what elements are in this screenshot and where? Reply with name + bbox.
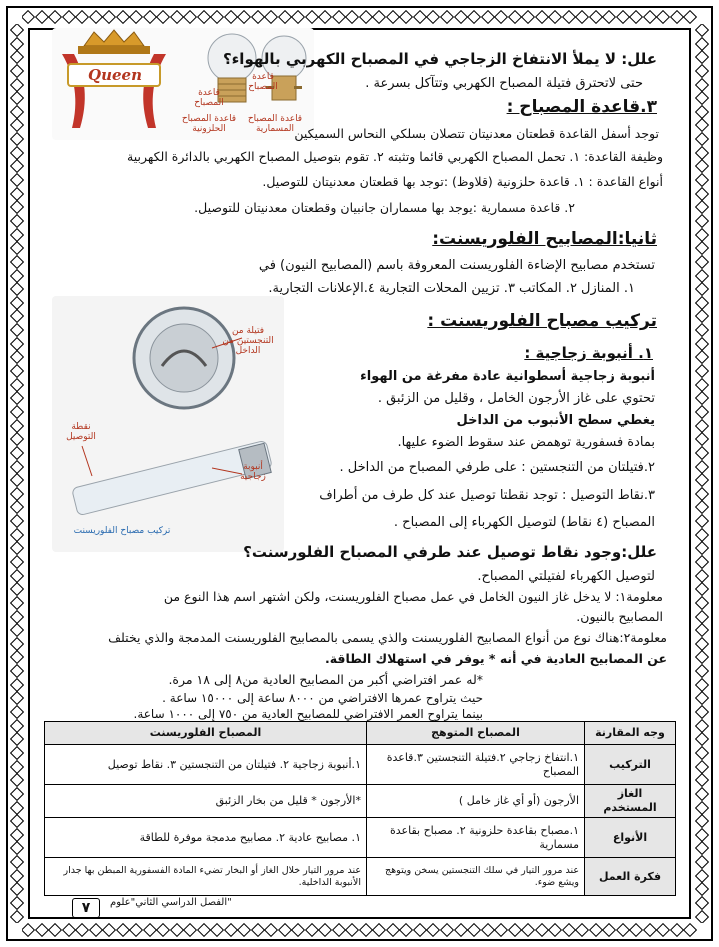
info-1-a: معلومة١: لا يدخل غاز النيون الخامل في عمل مصباح الفلوريسنت، ولكن اشتهر اسم هذا النوع من — [163, 589, 663, 604]
chain-link-icon — [10, 64, 24, 78]
chain-link-icon — [695, 24, 709, 37]
chain-link-icon — [521, 10, 535, 24]
chain-link-icon — [10, 814, 24, 828]
chain-link-icon — [670, 923, 684, 937]
chain-link-icon — [695, 855, 709, 869]
chain-link-icon — [251, 923, 265, 937]
chain-link-icon — [695, 214, 709, 228]
chain-link-icon — [10, 514, 24, 528]
chain-link-icon — [210, 10, 224, 24]
chain-link-icon — [10, 91, 24, 105]
chain-link-icon — [305, 923, 319, 937]
chain-link-icon — [656, 923, 670, 937]
table-row — [45, 785, 676, 818]
chain-link-icon — [48, 10, 62, 24]
chain-link-icon — [10, 459, 24, 473]
row-key: الأنواع — [585, 818, 676, 858]
label-glass-tube: أنبوبة زجاجية — [240, 462, 266, 482]
chain-link-icon — [695, 118, 709, 132]
chain-link-icon — [10, 582, 24, 596]
base-types-1: أنواع القاعدة : ١. قاعدة حلزونية (قلاوظ) :توجد بها قطعتان معدنيتان للتوصيل. — [262, 174, 663, 189]
chain-link-icon — [210, 923, 224, 937]
chain-link-icon — [695, 391, 709, 405]
chain-link-icon — [10, 528, 24, 542]
chain-link-icon — [10, 378, 24, 392]
chain-link-icon — [695, 146, 709, 160]
chain-link-icon — [10, 105, 24, 119]
chain-link-icon — [480, 923, 494, 937]
chain-link-icon — [224, 10, 238, 24]
base-function: وظيفة القاعدة: ١. تحمل المصباح الكهربي قائما وتثبته ٢. تقوم بتوصيل المصباح الكهربي بالدائرة الكهربية — [127, 149, 663, 164]
chain-link-icon — [467, 10, 481, 24]
chain-link-icon — [413, 10, 427, 24]
chain-link-icon — [695, 282, 709, 296]
chain-link-icon — [695, 364, 709, 378]
chain-link-icon — [22, 923, 35, 937]
chain-link-icon — [507, 923, 521, 937]
chain-link-icon — [521, 923, 535, 937]
cell-fluorescent: ١.أنبوبة زجاجية ٢. فتيلتان من التنجستين ٣. نقاط توصيل — [45, 745, 367, 785]
chain-link-icon — [10, 623, 24, 637]
chain-link-icon — [695, 541, 709, 555]
chain-link-icon — [695, 910, 709, 923]
chain-link-icon — [237, 923, 251, 937]
label-base-a-top: قاعدة المصباح — [194, 88, 224, 108]
chain-link-icon — [602, 923, 616, 937]
chain-link-icon — [75, 10, 89, 24]
chain-link-icon — [10, 364, 24, 378]
info-2-a: معلومة٢:هناك نوع من أنواع المصابيح الفلوريسنت والذي يسمى بالمصابيح الفلوريسنت المدمجة والذي يختلف — [108, 630, 667, 645]
section-2-heading: ثانيا:المصابيح الفلوريسنت: — [432, 229, 657, 249]
chain-link-icon — [695, 596, 709, 610]
chain-link-icon — [10, 555, 24, 569]
chain-link-icon — [278, 923, 292, 937]
answer-1: حتى لاتحترق فتيلة المصباح الكهربي وتتآكل بسرعة . — [365, 76, 643, 91]
chain-link-icon — [480, 10, 494, 24]
section-2-usage: تستخدم مصابيح الإضاءة الفلوريسنت المعروفة باسم (المصابيح النيون) في — [258, 258, 655, 273]
chain-link-icon — [10, 37, 24, 51]
chain-link-icon — [251, 10, 265, 24]
chain-link-icon — [10, 678, 24, 692]
chain-link-icon — [535, 10, 549, 24]
chain-link-icon — [10, 228, 24, 242]
chain-link-icon — [467, 923, 481, 937]
chain-link-icon — [695, 678, 709, 692]
chain-link-icon — [575, 10, 589, 24]
chain-link-icon — [629, 923, 643, 937]
chain-link-icon — [372, 923, 386, 937]
bulb-bases-image — [52, 28, 314, 140]
label-base-b-top: قاعدة المصباح — [248, 72, 278, 92]
chain-link-icon — [494, 10, 508, 24]
chain-link-icon — [695, 500, 709, 514]
chain-link-icon — [695, 487, 709, 501]
chain-link-icon — [10, 50, 24, 64]
chain-link-icon — [170, 10, 184, 24]
chain-link-icon — [183, 10, 197, 24]
row-key: الغاز المستخدم — [585, 785, 676, 818]
row-key: فكرة العمل — [585, 858, 676, 896]
chain-link-icon — [10, 760, 24, 774]
chain-link-icon — [10, 500, 24, 514]
chain-link-icon — [34, 923, 48, 937]
cell-incandescent: عند مرور التيار في سلك التنجستين يسخن ويتوهج ويشع ضوء. — [366, 858, 584, 896]
chain-link-icon — [695, 869, 709, 883]
chain-link-icon — [10, 200, 24, 214]
cell-incandescent: الأرجون (أو أي غاز خامل ) — [366, 785, 584, 818]
page-number: ٧ — [72, 898, 100, 918]
chain-link-icon — [291, 10, 305, 24]
chain-link-icon — [695, 132, 709, 146]
chain-link-icon — [695, 773, 709, 787]
chain-link-icon — [426, 923, 440, 937]
chain-link-icon — [695, 705, 709, 719]
chain-link-icon — [10, 896, 24, 910]
chain-link-icon — [695, 514, 709, 528]
chain-link-icon — [10, 869, 24, 883]
chain-link-icon — [10, 419, 24, 433]
chain-link-icon — [116, 923, 130, 937]
component-1-b: تحتوي على غاز الأرجون الخامل ، وقليل من الزئبق . — [377, 391, 655, 406]
chain-link-icon — [453, 923, 467, 937]
chain-link-icon — [695, 77, 709, 91]
chain-link-icon — [695, 841, 709, 855]
chain-link-icon — [695, 105, 709, 119]
question-2: علل:وجود نقاط توصيل عند طرفي المصباح الفلورسنت؟ — [243, 543, 657, 561]
chain-link-icon — [10, 746, 24, 760]
row-key: التركيب — [585, 745, 676, 785]
chain-link-icon — [156, 923, 170, 937]
chain-link-icon — [695, 800, 709, 814]
chain-link-icon — [197, 923, 211, 937]
chain-link-icon — [695, 405, 709, 419]
chain-link-icon — [10, 132, 24, 146]
component-1-c: يغطي سطح الأنبوب من الداخل — [456, 413, 655, 428]
chain-link-icon — [318, 10, 332, 24]
chain-link-icon — [345, 10, 359, 24]
label-base-a-bottom: قاعدة المصباح الحلزونية — [181, 114, 237, 134]
chain-link-icon — [695, 650, 709, 664]
chain-link-icon — [695, 350, 709, 364]
chain-link-icon — [548, 923, 562, 937]
cell-incandescent: ١.مصباح بقاعدة حلزونية ٢. مصباح بقاعدة مسمارية — [366, 818, 584, 858]
chain-link-icon — [695, 37, 709, 51]
header-incandescent: المصباح المتوهج — [366, 722, 584, 745]
chain-link-icon — [10, 337, 24, 351]
chain-link-icon — [10, 596, 24, 610]
chain-link-icon — [695, 473, 709, 487]
chain-link-icon — [237, 10, 251, 24]
chain-link-icon — [10, 828, 24, 842]
chain-link-icon — [695, 459, 709, 473]
chain-link-icon — [10, 159, 24, 173]
chain-link-icon — [695, 159, 709, 173]
cell-incandescent: ١.انتفاخ زجاجي ٢.فتيلة التنجستين ٣.قاعدة المصباح — [366, 745, 584, 785]
chain-link-icon — [695, 637, 709, 651]
chain-link-icon — [386, 923, 400, 937]
chain-link-icon — [386, 10, 400, 24]
top-chain-border — [22, 10, 697, 24]
chain-link-icon — [695, 828, 709, 842]
footer-text: الفصل الدراسي الثاني"علوم" — [110, 897, 232, 908]
chain-link-icon — [10, 391, 24, 405]
chain-link-icon — [278, 10, 292, 24]
chain-link-icon — [10, 296, 24, 310]
chain-link-icon — [695, 691, 709, 705]
chain-link-icon — [616, 10, 630, 24]
component-3-a: ٣.نقاط التوصيل : توجد نقطتا توصيل عند كل طرف من أطراف — [319, 488, 655, 503]
base-heading: ٣.قاعدة المصباح : — [506, 97, 657, 117]
header-aspect: وجه المقارنة — [585, 722, 676, 745]
chain-link-icon — [10, 187, 24, 201]
base-description: توجد أسفل القاعدة قطعتان معدنيتان تتصلان بسلكي النحاس السميكين — [294, 126, 659, 141]
chain-link-icon — [10, 323, 24, 337]
chain-link-icon — [10, 705, 24, 719]
bottom-chain-border — [22, 923, 697, 937]
cell-fluorescent: ١. مصابيح عادية ٢. مصابيح مدمجة موفرة للطاقة — [45, 818, 367, 858]
chain-link-icon — [10, 432, 24, 446]
chain-link-icon — [10, 541, 24, 555]
chain-link-icon — [695, 228, 709, 242]
chain-link-icon — [10, 241, 24, 255]
chain-link-icon — [695, 609, 709, 623]
composition-heading: تركيب مصباح الفلوريسنت : — [427, 311, 657, 331]
image-caption: تركيب مصباح الفلوريسنت — [73, 526, 171, 536]
chain-link-icon — [10, 214, 24, 228]
component-1-d: بمادة فسفورية توهمض عند سقوط الضوء عليها. — [397, 435, 655, 450]
chain-link-icon — [589, 10, 603, 24]
chain-link-icon — [695, 268, 709, 282]
chain-link-icon — [548, 10, 562, 24]
chain-link-icon — [602, 10, 616, 24]
header-fluorescent: المصباح الفلوريسنت — [45, 722, 367, 745]
chain-link-icon — [695, 91, 709, 105]
chain-link-icon — [10, 882, 24, 896]
cell-fluorescent: عند مرور التيار خلال الغاز أو البخار تضيء المادة الفسفورية المبطن بها جدار الأنبوبة الداخلية. — [45, 858, 367, 896]
fluorescent-tube-image — [52, 296, 284, 552]
chain-link-icon — [10, 173, 24, 187]
chain-link-icon — [695, 882, 709, 896]
chain-link-icon — [413, 923, 427, 937]
chain-link-icon — [264, 10, 278, 24]
chain-link-icon — [575, 923, 589, 937]
chain-link-icon — [102, 10, 116, 24]
chain-link-icon — [10, 146, 24, 160]
chain-link-icon — [10, 405, 24, 419]
chain-link-icon — [695, 787, 709, 801]
chain-link-icon — [683, 10, 697, 24]
chain-link-icon — [102, 923, 116, 937]
chain-link-icon — [695, 241, 709, 255]
queen-logo-text: Queen — [88, 66, 142, 84]
chain-link-icon — [695, 337, 709, 351]
comparison-table — [44, 721, 676, 896]
chain-link-icon — [695, 200, 709, 214]
chain-link-icon — [695, 255, 709, 269]
chain-link-icon — [129, 10, 143, 24]
table-row — [45, 745, 676, 785]
chain-link-icon — [10, 732, 24, 746]
chain-link-icon — [10, 841, 24, 855]
chain-link-icon — [10, 637, 24, 651]
chain-link-icon — [197, 10, 211, 24]
chain-link-icon — [695, 50, 709, 64]
chain-link-icon — [10, 855, 24, 869]
chain-link-icon — [562, 923, 576, 937]
chain-link-icon — [345, 923, 359, 937]
chain-link-icon — [332, 923, 346, 937]
chain-link-icon — [170, 923, 184, 937]
chain-link-icon — [10, 268, 24, 282]
chain-link-icon — [10, 800, 24, 814]
chain-link-icon — [695, 623, 709, 637]
chain-link-icon — [562, 10, 576, 24]
chain-link-icon — [143, 923, 157, 937]
label-connection-point: نقطة التوصيل — [66, 422, 96, 442]
chain-link-icon — [683, 923, 697, 937]
chain-link-icon — [695, 309, 709, 323]
chain-link-icon — [116, 10, 130, 24]
chain-link-icon — [10, 569, 24, 583]
info-2-e: بينما يتراوح العمر الافتراضي للمصابيح العادية من ٧٥٠ إلى ١٠٠٠ ساعة. — [133, 707, 483, 721]
chain-link-icon — [332, 10, 346, 24]
label-tungsten: فتيلة من التنجستين من الداخل — [222, 326, 274, 356]
chain-link-icon — [695, 732, 709, 746]
chain-link-icon — [507, 10, 521, 24]
chain-link-icon — [10, 118, 24, 132]
chain-link-icon — [10, 446, 24, 460]
chain-link-icon — [61, 10, 75, 24]
component-1-a: أنبوبة زجاجية أسطوانية عادة مفرغة من الهواء — [360, 369, 655, 384]
info-1-b: المصابيح بالنيون. — [576, 609, 663, 624]
chain-link-icon — [10, 487, 24, 501]
chain-link-icon — [10, 309, 24, 323]
chain-link-icon — [10, 787, 24, 801]
chain-link-icon — [426, 10, 440, 24]
chain-link-icon — [10, 473, 24, 487]
chain-link-icon — [453, 10, 467, 24]
chain-link-icon — [695, 664, 709, 678]
chain-link-icon — [535, 923, 549, 937]
chain-link-icon — [695, 173, 709, 187]
chain-link-icon — [695, 419, 709, 433]
chain-link-icon — [10, 650, 24, 664]
table-header-row — [45, 722, 676, 745]
chain-link-icon — [10, 77, 24, 91]
chain-link-icon — [10, 350, 24, 364]
chain-link-icon — [10, 691, 24, 705]
answer-2: لتوصيل الكهرباء لفتيلتي المصباح. — [477, 569, 655, 584]
chain-link-icon — [695, 432, 709, 446]
chain-link-icon — [291, 923, 305, 937]
chain-link-icon — [129, 923, 143, 937]
chain-link-icon — [10, 719, 24, 733]
right-chain-border — [695, 24, 709, 923]
chain-link-icon — [89, 10, 103, 24]
chain-link-icon — [156, 10, 170, 24]
chain-link-icon — [695, 760, 709, 774]
chain-link-icon — [10, 255, 24, 269]
table-row — [45, 858, 676, 896]
label-base-b-bottom: قاعدة المصباح المسمارية — [247, 114, 303, 134]
chain-link-icon — [399, 923, 413, 937]
component-2: ٢.فتيلتان من التنجستين : على طرفي المصباح من الداخل . — [339, 460, 655, 475]
chain-link-icon — [695, 569, 709, 583]
component-1-title: ١. أنبوبة زجاجية : — [524, 344, 653, 362]
chain-link-icon — [264, 923, 278, 937]
info-2-c: *له عمر افتراضي أكبر من المصابيح العادية من٨ إلى ١٨ مرة. — [168, 672, 483, 687]
chain-link-icon — [695, 528, 709, 542]
table-row — [45, 818, 676, 858]
chain-link-icon — [629, 10, 643, 24]
chain-link-icon — [643, 923, 657, 937]
chain-link-icon — [318, 923, 332, 937]
chain-link-icon — [695, 64, 709, 78]
chain-link-icon — [494, 923, 508, 937]
question-1: علل: لا يملأ الانتفاخ الزجاجي في المصباح الكهربي بالهواء؟ — [222, 50, 657, 68]
chain-link-icon — [695, 446, 709, 460]
chain-link-icon — [589, 923, 603, 937]
chain-link-icon — [305, 10, 319, 24]
chain-link-icon — [695, 555, 709, 569]
chain-link-icon — [10, 24, 24, 37]
chain-link-icon — [10, 773, 24, 787]
chain-link-icon — [695, 719, 709, 733]
chain-link-icon — [695, 746, 709, 760]
chain-link-icon — [695, 814, 709, 828]
chain-link-icon — [48, 923, 62, 937]
chain-link-icon — [643, 10, 657, 24]
chain-link-icon — [183, 923, 197, 937]
chain-link-icon — [10, 609, 24, 623]
chain-link-icon — [10, 282, 24, 296]
chain-link-icon — [224, 923, 238, 937]
chain-link-icon — [359, 923, 373, 937]
section-2-places: ١. المنازل ٢. المكاتب ٣. تزيين المحلات التجارية ٤.الإعلانات التجارية. — [268, 281, 635, 296]
chain-link-icon — [143, 10, 157, 24]
chain-link-icon — [399, 10, 413, 24]
chain-link-icon — [61, 923, 75, 937]
left-chain-border — [10, 24, 24, 923]
base-types-2: ٢. قاعدة مسمارية :يوجد بها مسماران جانبيان وقطعتان معدنيتان للتوصيل. — [194, 200, 575, 215]
chain-link-icon — [670, 10, 684, 24]
component-3-b: المصباح (٤ نقاط) لتوصيل الكهرباء إلى المصباح . — [393, 515, 655, 530]
chain-link-icon — [695, 323, 709, 337]
chain-link-icon — [10, 664, 24, 678]
chain-link-icon — [616, 923, 630, 937]
chain-link-icon — [695, 896, 709, 910]
info-2-d: حيث يتراوح عمرها الافتراضي من ٨٠٠٠ ساعة إلى ١٥٠٠٠ ساعة . — [162, 691, 483, 705]
chain-link-icon — [440, 923, 454, 937]
info-2-b: عن المصابيح العادية في أنه * يوفر في استهلاك الطاقة. — [324, 651, 667, 666]
chain-link-icon — [10, 910, 24, 923]
chain-link-icon — [372, 10, 386, 24]
chain-link-icon — [22, 10, 35, 24]
chain-link-icon — [75, 923, 89, 937]
chain-link-icon — [695, 296, 709, 310]
chain-link-icon — [656, 10, 670, 24]
chain-link-icon — [695, 378, 709, 392]
chain-link-icon — [695, 582, 709, 596]
chain-link-icon — [440, 10, 454, 24]
chain-link-icon — [34, 10, 48, 24]
chain-link-icon — [359, 10, 373, 24]
chain-link-icon — [695, 187, 709, 201]
chain-link-icon — [89, 923, 103, 937]
cell-fluorescent: *الأرجون * قليل من بخار الزئبق — [45, 785, 367, 818]
